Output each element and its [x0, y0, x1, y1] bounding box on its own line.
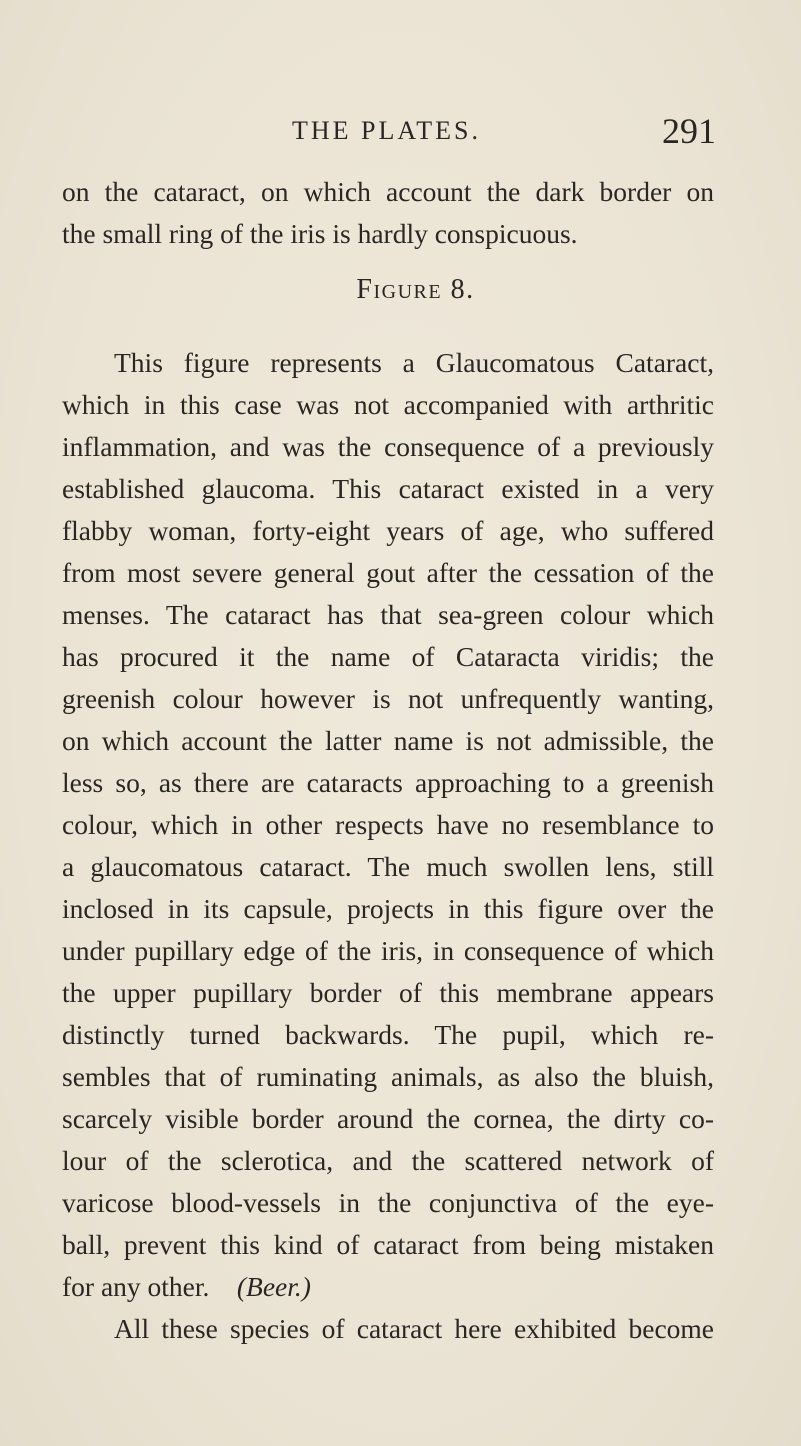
text-line: from most severe general gout after the cessation of the	[62, 557, 714, 588]
text-line: sembles that of ruminating animals, as also the bluish,	[62, 1061, 714, 1092]
text-line	[62, 1267, 714, 1307]
text-line: the upper pupillary border of this membrane appears	[62, 977, 714, 1008]
text-line: distinctly turned backwards. The pupil, which re-	[62, 1019, 714, 1050]
citation: (Beer.)	[236, 1271, 311, 1302]
text-line: flabby woman, forty-eight years of age, who suffered	[62, 515, 714, 546]
text-line: varicose blood-vessels in the conjunctiva of the eye-	[62, 1187, 714, 1218]
text-fragment: for any other.	[62, 1271, 210, 1302]
text-line: All these species of cataract here exhibited become	[114, 1313, 714, 1344]
text-line: colour, which in other respects have no resemblance to	[62, 809, 714, 840]
text-line: under pupillary edge of the iris, in consequence of which	[62, 935, 714, 966]
text-line: inclosed in its capsule, projects in this figure over the	[62, 893, 714, 924]
text-line: greenish colour however is not unfrequently wanting,	[62, 683, 714, 714]
text-line: inflammation, and was the consequence of a previously	[62, 431, 714, 462]
text-line: has procured it the name of Cataracta viridis; the	[62, 641, 714, 672]
page-number: 291	[662, 111, 716, 151]
text-line: on the cataract, on which account the dark border on	[62, 176, 714, 207]
text-line: lour of the sclerotica, and the scattered network of	[62, 1145, 714, 1176]
running-title: THE PLATES.	[292, 116, 481, 145]
text-line: ball, prevent this kind of cataract from being mistaken	[62, 1229, 714, 1260]
text-line: menses. The cataract has that sea-green colour which	[62, 599, 714, 630]
text-line: established glaucoma. This cataract existed in a very	[62, 473, 714, 504]
figure-heading: Figure 8.	[356, 274, 475, 305]
text-line: which in this case was not accompanied with arthritic	[62, 389, 714, 420]
text-line: on which account the latter name is not admissible, the	[62, 725, 714, 756]
text-line: This figure represents a Glaucomatous Cataract,	[114, 347, 714, 378]
text-line: the small ring of the iris is hardly conspicuous.	[62, 218, 578, 249]
text-line: scarcely visible border around the cornea, the dirty co-	[62, 1103, 714, 1134]
text-line: less so, as there are cataracts approaching to a greenish	[62, 767, 714, 798]
text-line: a glaucomatous cataract. The much swollen lens, still	[62, 851, 714, 882]
running-head	[0, 111, 801, 156]
